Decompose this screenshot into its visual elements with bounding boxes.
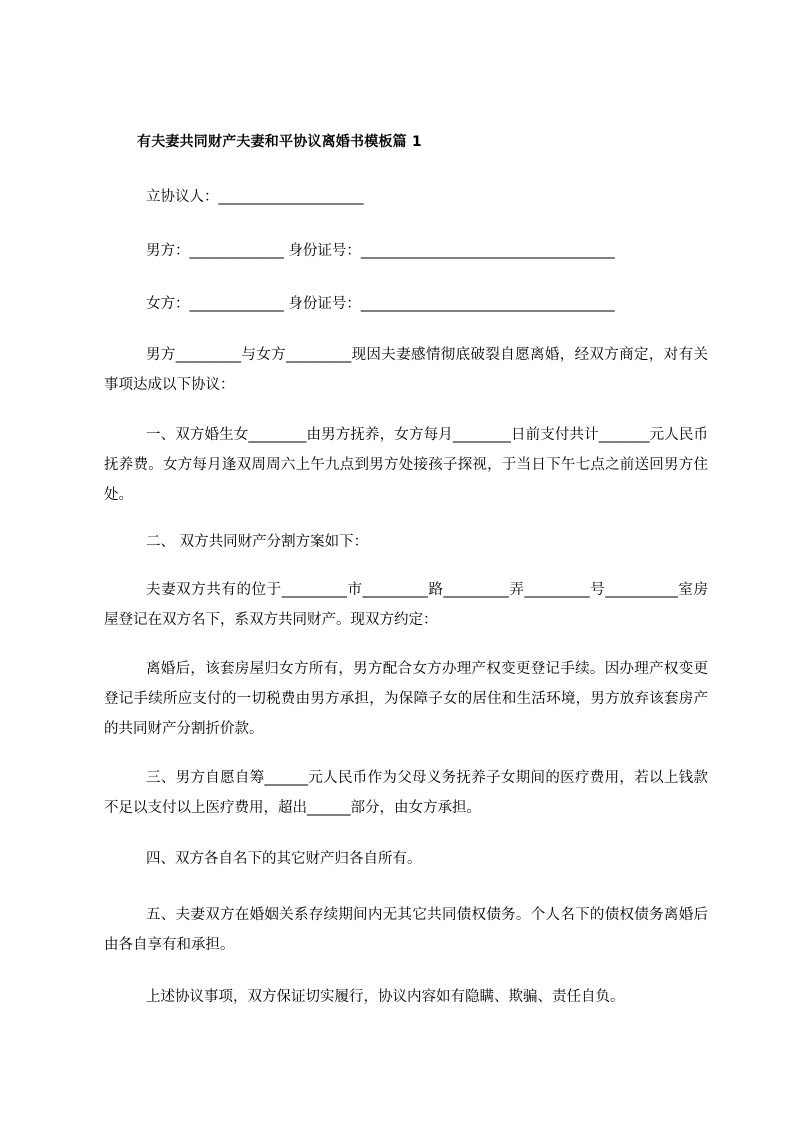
female-party-line: 女方：_____________ 身份证号：___________________________________ — [146, 296, 615, 312]
paragraph-clause-3: 三、男方自愿自筹______元人民币作为父母义务抚养子女期间的医疗费用，若以上钱款不足以支付以上医疗费用，超出______部分，由女方承担。 — [104, 770, 708, 816]
paragraph-clause-4: 四、双方各自名下的其它财产归各自所有。 — [146, 851, 422, 867]
paragraph-property-arrangement: 离婚后，该套房屋归女方所有，男方配合女方办理产权变更登记手续。因办理产权变更登记手续所应支付的一切税费由男方承担，为保障子女的居住和生活环境，男方放弃该套房产的共同财产分割折价款。 — [104, 661, 708, 737]
paragraph-clause-5: 五、夫妻双方在婚姻关系存续期间内无其它共同债权债务。个人名下的债权债务离婚后由各自享有和承担。 — [104, 907, 708, 953]
paragraph-clause-2-heading: 二、 双方共同财产分割方案如下： — [146, 534, 369, 550]
male-party-line: 男方：_____________ 身份证号：___________________________________ — [146, 243, 615, 259]
paragraph-property-location: 夫妻双方共有的位于_________市_________路_________弄_________号__________室房屋登记在双方名下，系双方共同财产。现双方约定： — [104, 582, 708, 628]
paragraph-intro: 男方_________与女方_________现因夫妻感情彻底破裂自愿离婚，经双方商定，对有关事项达成以下协议： — [104, 347, 708, 393]
paragraph-clause-1: 一、双方婚生女________由男方抚养，女方每月________日前支付共计_______元人民币抚养费。女方每月逢双周周六上午九点到男方处接孩子探视，于当日下午七点之前送回男方住处。 — [104, 427, 708, 503]
document-title: 有夫妻共同财产夫妻和平协议离婚书模板篇 1 — [137, 134, 422, 150]
party-line: 立协议人：____________________ — [146, 189, 364, 205]
paragraph-closing: 上述协议事项，双方保证切实履行，协议内容如有隐瞒、欺骗、责任自负。 — [146, 989, 625, 1005]
